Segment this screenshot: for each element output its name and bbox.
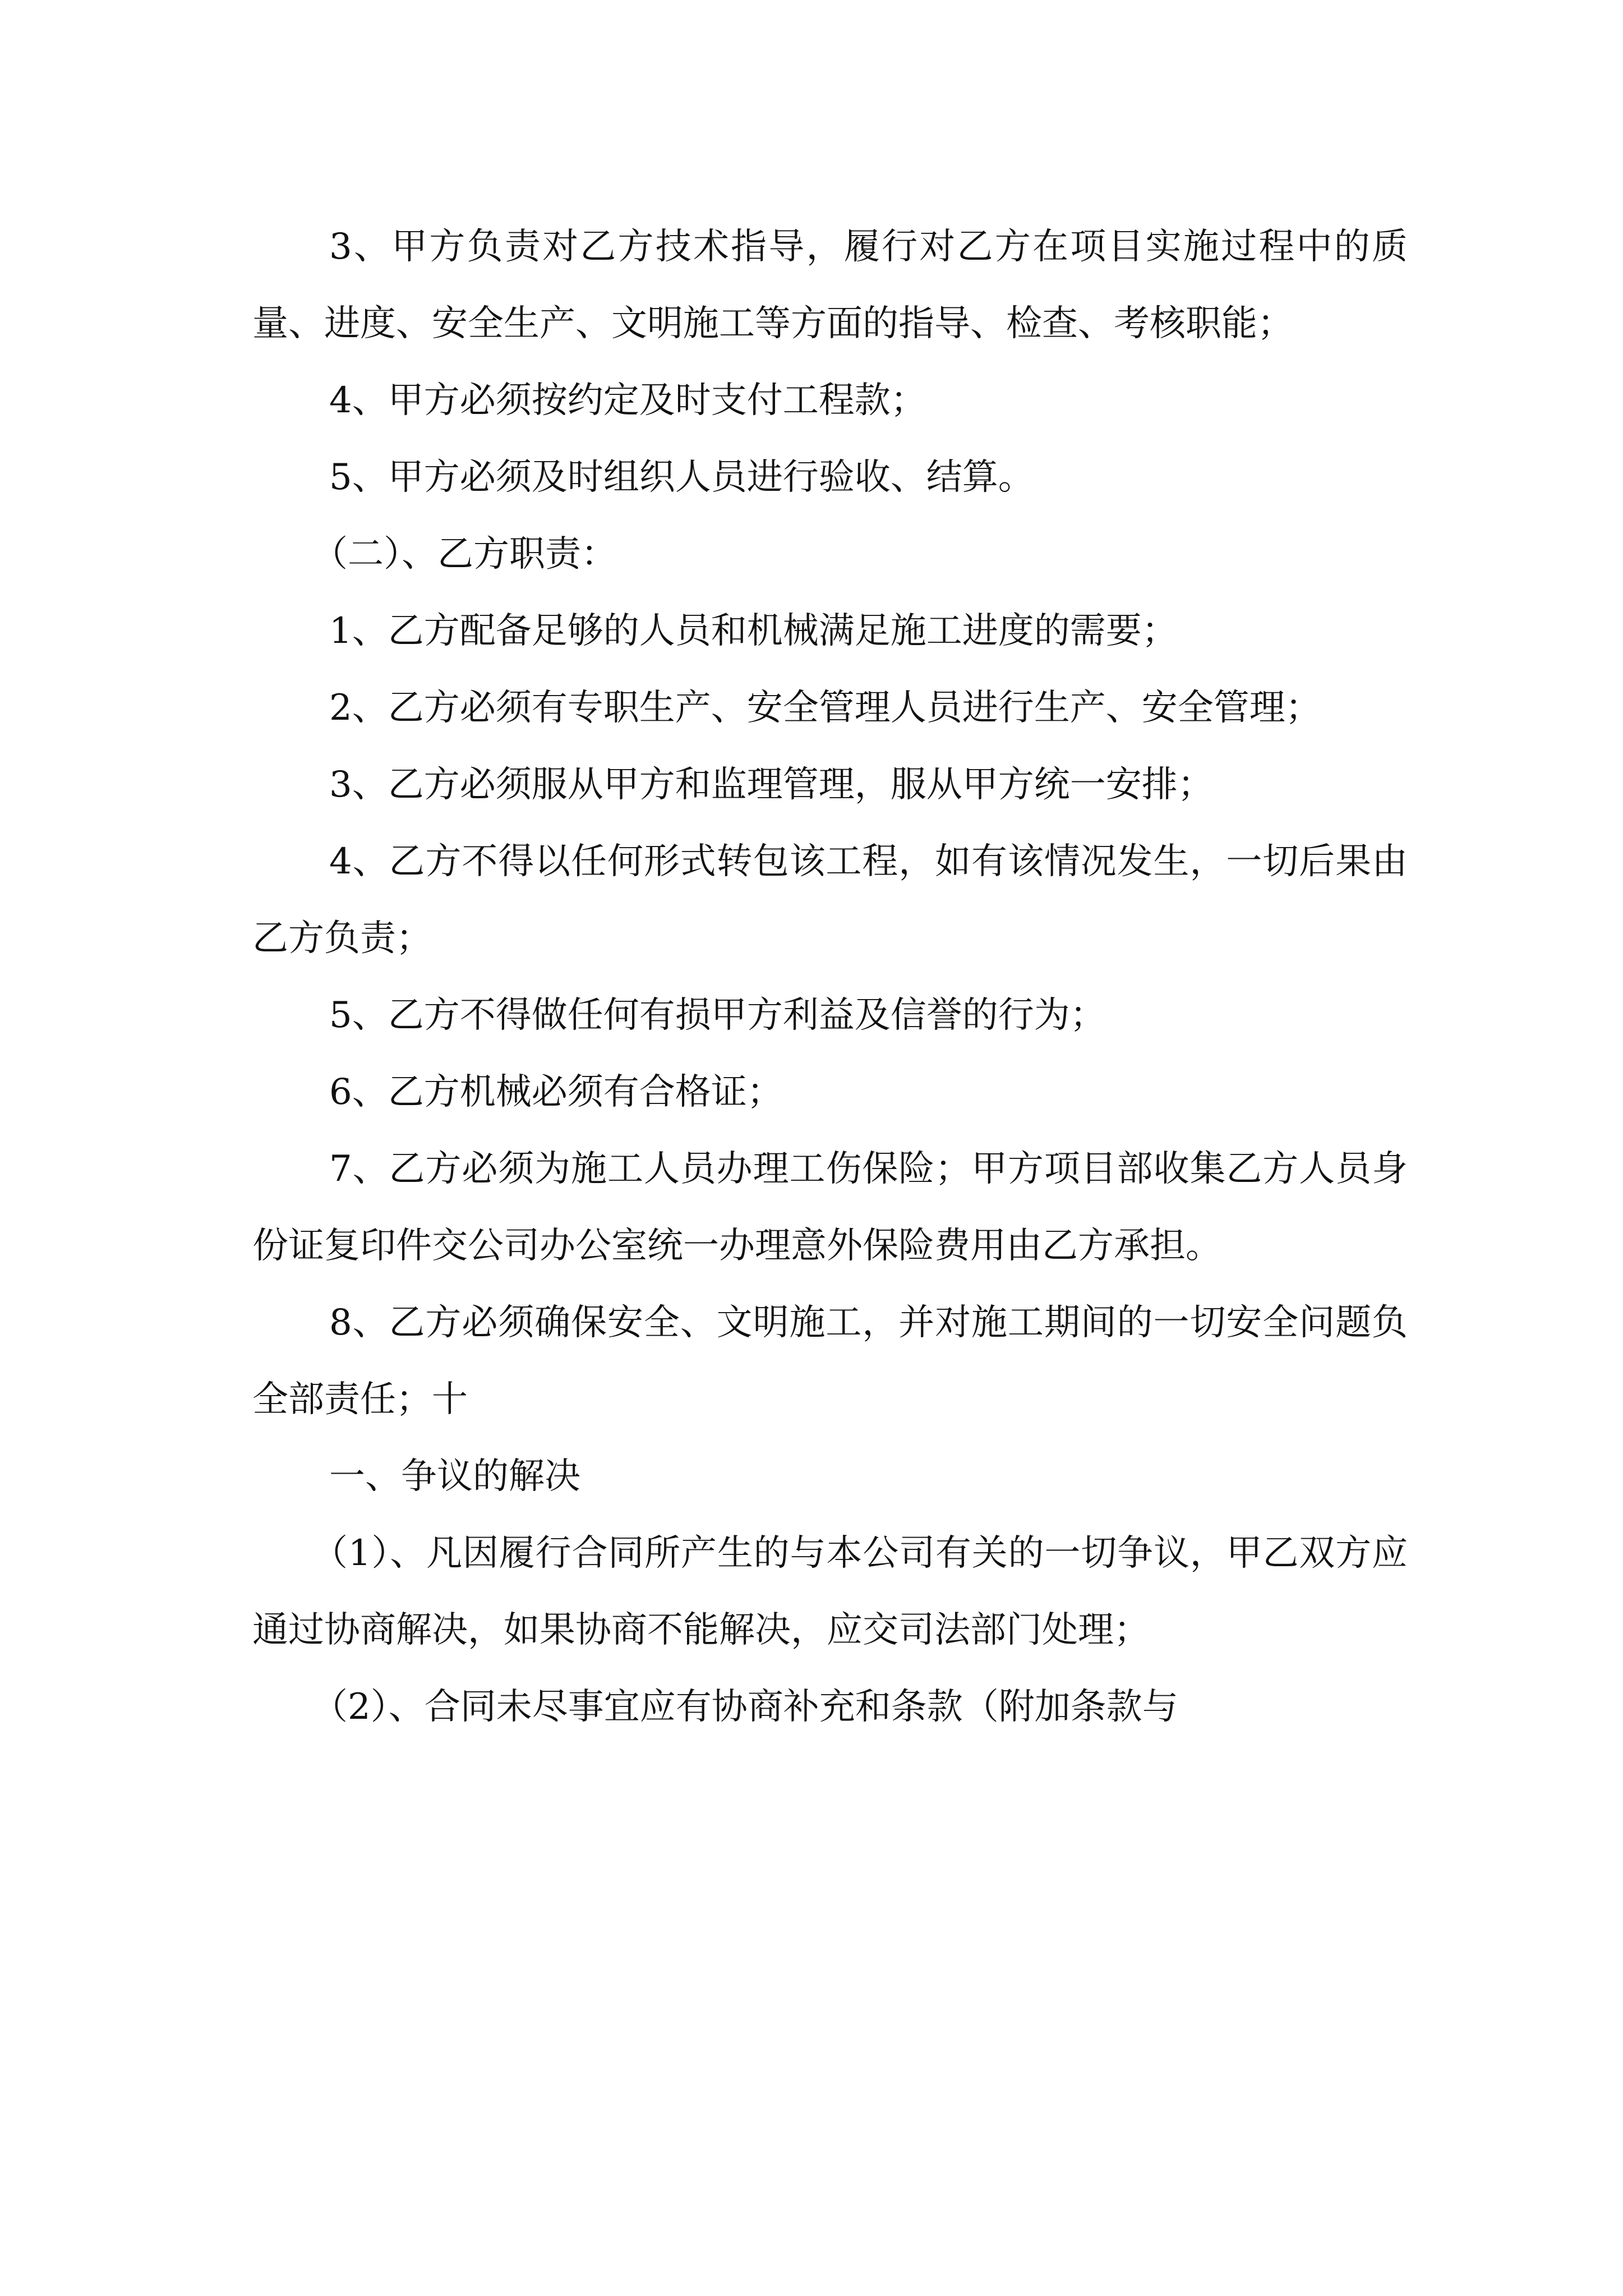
document-body [252, 209, 1408, 1746]
paragraph-party-a-duty-5: 5、甲方必须及时组织人员进行验收、结算。 [329, 457, 1034, 498]
section-heading-dispute-resolution: 一、争议的解决 [329, 1456, 580, 1497]
section-heading-party-b-duties: （二）、乙方职责： [312, 533, 617, 575]
paragraph-party-b-duty-8: 8、乙方必须确保安全、文明施工，并对施工期间的一切安全问题负全部责任；十 [252, 1302, 1408, 1420]
paragraph-party-b-duty-4: 4、乙方不得以任何形式转包该工程，如有该情况发生，一切后果由乙方负责； [252, 841, 1408, 959]
paragraph-party-b-duty-7: 7、乙方必须为施工人员办理工伤保险；甲方项目部收集乙方人员身份证复印件交公司办公室统一办理意外保险费用由乙方承担。 [252, 1148, 1408, 1267]
paragraph-party-b-duty-6: 6、乙方机械必须有合格证； [329, 1071, 783, 1113]
paragraph-dispute-2: （2）、合同未尽事宜应有协商补充和条款（附加条款与 [312, 1686, 1178, 1728]
paragraph-party-b-duty-2: 2、乙方必须有专职生产、安全管理人员进行生产、安全管理； [329, 687, 1321, 729]
paragraph-party-b-duty-1: 1、乙方配备足够的人员和机械满足施工进度的需要； [329, 610, 1178, 652]
paragraph-party-b-duty-3: 3、乙方必须服从甲方和监理管理，服从甲方统一安排； [329, 764, 1214, 806]
paragraph-party-b-duty-5: 5、乙方不得做任何有损甲方利益及信誉的行为； [329, 995, 1106, 1036]
paragraph-party-a-duty-3: 3、甲方负责对乙方技术指导，履行对乙方在项目实施过程中的质量、进度、安全生产、文明施工等方面的指导、检查、考核职能； [252, 226, 1408, 344]
paragraph-party-a-duty-4: 4、甲方必须按约定及时支付工程款； [329, 380, 926, 421]
paragraph-dispute-1: （1）、凡因履行合同所产生的与本公司有关的一切争议，甲乙双方应通过协商解决，如果协商不能解决，应交司法部门处理； [252, 1533, 1408, 1651]
